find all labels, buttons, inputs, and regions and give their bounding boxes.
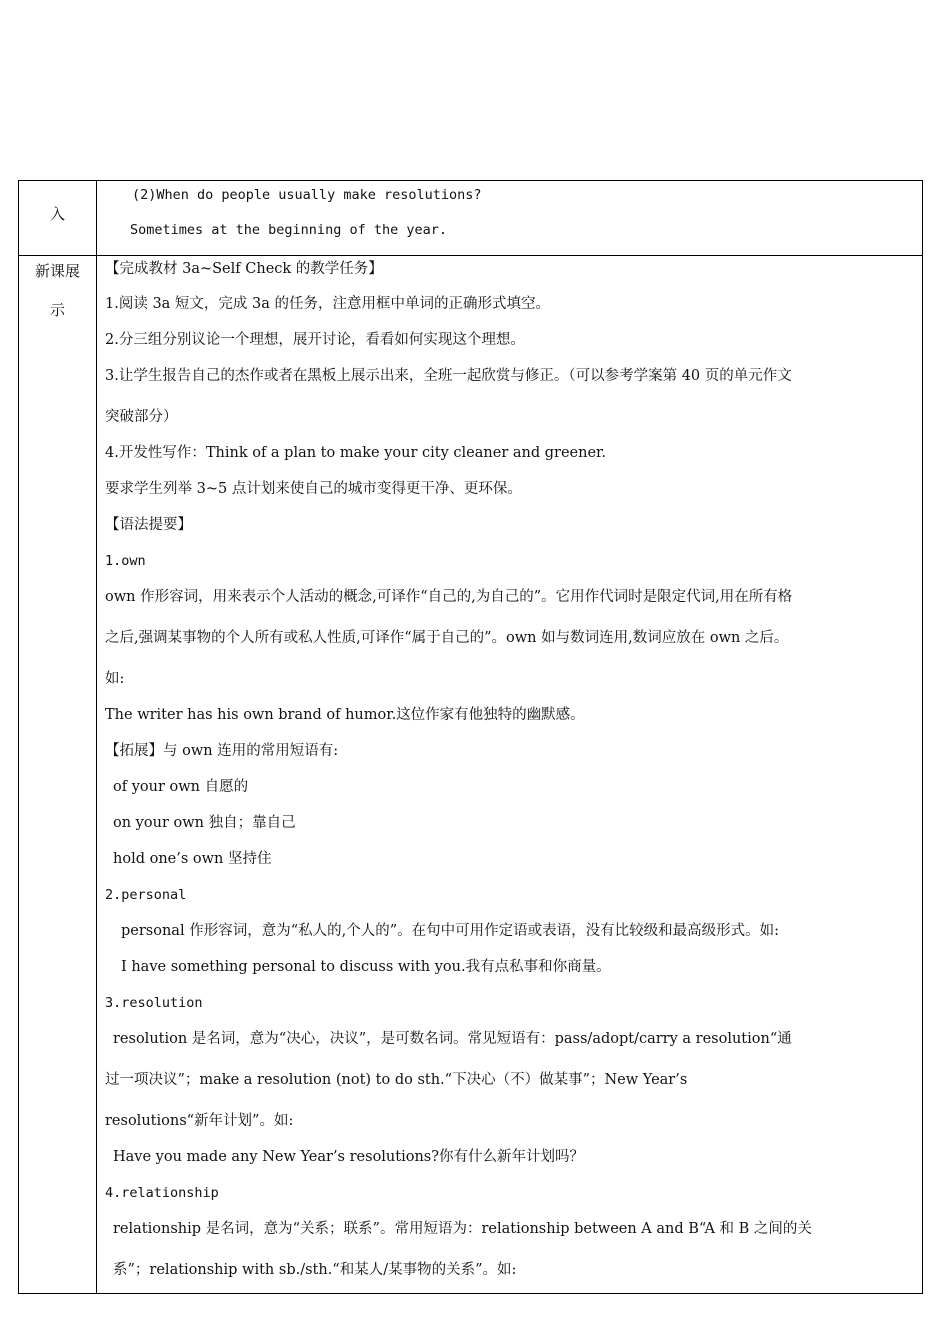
row-label-new-lesson-2: 示	[49, 301, 65, 319]
task-line: 要求学生列举 3~5 点计划来使自己的城市变得更干净、更环保。	[105, 481, 522, 497]
text-line: 系”；relationship with sb./sth.“和某人/某事物的关系”。如:	[113, 1262, 517, 1278]
task-line: 4.开发性写作：Think of a plan to make your city cleaner and greener.	[105, 445, 606, 461]
task-line: 1.阅读 3a 短文，完成 3a 的任务，注意用框中单词的正确形式填空。	[105, 296, 551, 312]
text-line: 过一项决议”；make a resolution (not) to do sth.“下决心（不）做某事”；New Year’s	[105, 1072, 688, 1088]
row-label-intro: 入	[49, 205, 65, 223]
phrase-line: hold one’s own 坚持住	[113, 851, 272, 867]
task-line: 2.分三组分别议论一个理想，展开讨论，看看如何实现这个理想。	[105, 332, 525, 348]
lesson-table	[18, 180, 923, 1294]
grammar-item-title: 3.resolution	[105, 995, 203, 1011]
example-line: The writer has his own brand of humor.这位作家有他独特的幽默感。	[105, 707, 585, 723]
text-line: personal 作形容词，意为“私人的,个人的”。在句中可用作定语或表语，没有比较级和最高级形式。如:	[121, 923, 780, 939]
section-heading: 【完成教材 3a~Self Check 的教学任务】	[105, 261, 383, 277]
text-line: resolutions“新年计划”。如:	[105, 1113, 294, 1129]
phrase-line: on your own 独自；靠自己	[113, 815, 296, 831]
task-line: 3.让学生报告自己的杰作或者在黑板上展示出来，全班一起欣赏与修正。（可以参考学案第 40 页的单元作文	[105, 368, 792, 384]
row-label-new-lesson-1: 新课展	[34, 262, 80, 280]
grammar-item-title: 1.own	[105, 553, 146, 569]
task-line: 突破部分）	[105, 409, 178, 425]
text-line: 如:	[105, 671, 125, 687]
text-line: resolution 是名词，意为“决心，决议”，是可数名词。常见短语有：pass/adopt/carry a resolution“通	[113, 1031, 792, 1047]
phrase-line: of your own 自愿的	[113, 779, 249, 795]
text-line: own 作形容词，用来表示个人活动的概念,可译作“自己的,为自己的”。它用作代词时是限定代词,用在所有格	[105, 589, 793, 605]
grammar-item-title: 2.personal	[105, 887, 187, 903]
text-line: Sometimes at the beginning of the year.	[130, 222, 447, 238]
text-line: relationship 是名词，意为“关系；联系”。常用短语为：relationship between A and B“A 和 B 之间的关	[113, 1221, 812, 1237]
example-line: Have you made any New Year’s resolutions?你有什么新年计划吗？	[113, 1149, 585, 1165]
row-divider	[19, 255, 922, 256]
section-heading: 【拓展】与 own 连用的常用短语有:	[105, 743, 339, 759]
example-line: I have something personal to discuss with you.我有点私事和你商量。	[121, 959, 611, 975]
text-line: 之后,强调某事物的个人所有或私人性质,可译作“属于自己的”。own 如与数词连用,数词应放在 own 之后。	[105, 630, 789, 646]
section-heading: 【语法提要】	[105, 517, 192, 533]
grammar-item-title: 4.relationship	[105, 1185, 219, 1201]
text-line: (2)When do people usually make resolutions?	[132, 187, 482, 203]
column-divider	[96, 181, 97, 1293]
